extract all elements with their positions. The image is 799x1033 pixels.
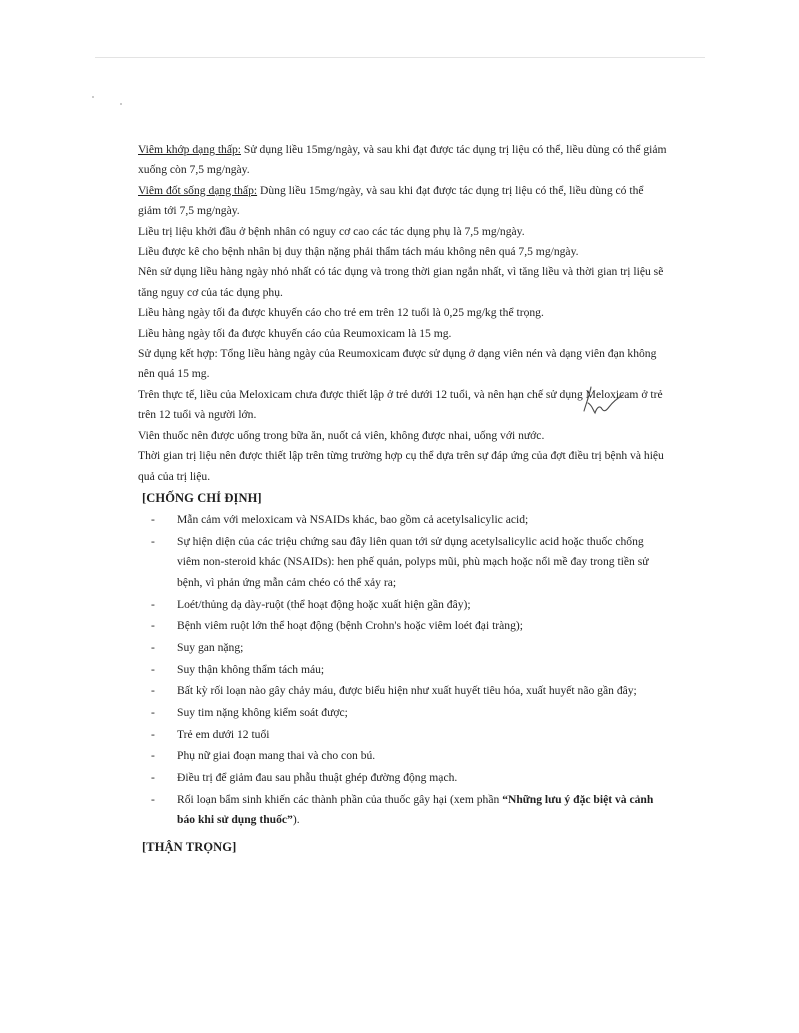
list-item [138, 681, 668, 701]
list-item-text: Bệnh viêm ruột lớn thể hoạt động (bệnh Crohn's hoặc viêm loét đại tràng); [177, 619, 523, 633]
dosage-paragraph: Liều được kê cho bệnh nhân bị duy thận nặng phải thẩm tách máu không nên quá 7,5 mg/ngày. [138, 245, 579, 259]
dosage-paragraph: Liều hàng ngày tối đa được khuyến cáo cho trẻ em trên 12 tuổi là 0,25 mg/kg thể trọng. [138, 306, 544, 320]
list-item-text: Suy tim nặng không kiểm soát được; [177, 706, 348, 720]
contraindications-list [138, 510, 668, 830]
list-item-text: Bất kỳ rối loạn nào gây chảy máu, được biểu hiện như xuất huyết tiêu hóa, xuất huyết não gần đây; [177, 684, 637, 698]
dash-bullet: - [151, 662, 155, 676]
document-body [138, 140, 668, 859]
dash-bullet: - [151, 684, 155, 698]
section-heading: [THẬN TRỌNG] [142, 839, 237, 854]
list-item [138, 725, 668, 745]
dosage-paragraph: Sử dụng kết hợp: Tổng liều hàng ngày của Reumoxicam được sử dụng ở dạng viên nén và dạng viên đạn không nên quá 15 mg. [138, 347, 657, 381]
precautions-section [138, 837, 668, 857]
dosage-paragraph: Liều hàng ngày tối đa được khuyến cáo của Reumoxicam là 15 mg. [138, 326, 452, 340]
list-item [138, 595, 668, 615]
dash-bullet: - [151, 640, 155, 654]
dosage-paragraph: Viên thuốc nên được uống trong bữa ăn, nuốt cả viên, không được nhai, uống với nước. [138, 428, 545, 442]
list-item [138, 703, 668, 723]
list-item [138, 790, 668, 831]
dash-bullet: - [151, 727, 155, 741]
contraindications-section [138, 488, 668, 831]
dosage-paragraph: Nên sử dụng liều hàng ngày nhỏ nhất có tác dụng và trong thời gian ngắn nhất, vì tăng liều và thời gian trị liệu sẽ tăng nguy cơ của tác dụng phụ. [138, 265, 664, 299]
dash-bullet: - [151, 619, 155, 633]
list-item [138, 510, 668, 530]
dosage-paragraph [138, 140, 668, 181]
list-item [138, 660, 668, 680]
paragraph-lead: Viêm khớp dạng thấp: [138, 143, 241, 156]
dash-bullet: - [151, 749, 155, 763]
list-item-text: Suy thận không thẩm tách máu; [177, 662, 325, 676]
dash-bullet: - [151, 771, 155, 785]
list-item [138, 768, 668, 788]
list-item-text: Trẻ em dưới 12 tuổi [177, 727, 270, 741]
dash-bullet: - [151, 706, 155, 720]
dash-bullet: - [151, 792, 155, 806]
signature-mark [578, 383, 628, 417]
dosage-paragraph: Thời gian trị liệu nên được thiết lập trên từng trường hợp cụ thể dựa trên sự đáp ứng của đợt điều trị bệnh và hiệu quả của trị liệu. [138, 449, 664, 483]
scan-speck [120, 103, 122, 105]
list-item [138, 616, 668, 636]
list-item-text: Điều trị để giảm đau sau phẫu thuật ghép đường động mạch. [177, 771, 458, 785]
dosage-paragraph: Trên thực tế, liều của Meloxicam chưa được thiết lập ở trẻ dưới 12 tuổi, và nên hạn chế sử dụng Meloxicam ở trẻ trên 12 tuổi và người lớn. [138, 387, 663, 422]
list-item-tail: ). [292, 813, 300, 827]
list-item-text: Suy gan nặng; [177, 640, 244, 654]
dosage-paragraph [138, 181, 668, 222]
list-item-text: Sự hiện diện của các triệu chứng sau đây liên quan tới sử dụng acetylsalicylic acid hoặc thuốc chống viêm non-steroid khác (NSAIDs): hen phế quản, polyps mũi, phù mạch hoặc nổi mề đay trong tiền sử bệnh, vì phản ứng mẫn cảm chéo có thể xảy ra; [177, 535, 649, 589]
paragraph-lead: Viêm đốt sống dạng thấp: [138, 183, 258, 197]
list-item [138, 746, 668, 766]
page-top-edge [95, 57, 705, 58]
cross-reference: “Những lưu ý đặc biệt và cảnh báo khi sử dụng thuốc” [177, 792, 654, 827]
list-item-text: Loét/thủng dạ dày-ruột (thể hoạt động hoặc xuất hiện gần đây); [177, 597, 471, 611]
paragraph-text: Sử dụng liều 15mg/ngày, và sau khi đạt được tác dụng trị liệu có thể, liều dùng có thể giảm xuống còn 7,5 mg/ngày. [138, 143, 667, 177]
dosage-paragraph: Liều trị liệu khởi đầu ở bệnh nhân có nguy cơ cao các tác dụng phụ là 7,5 mg/ngày. [138, 224, 525, 238]
dash-bullet: - [151, 597, 155, 611]
scan-speck [92, 96, 94, 98]
list-item-text: Rối loạn bẩm sinh khiến các thành phần của thuốc gây hại (xem phần [177, 792, 503, 806]
paragraph-text: Dùng liều 15mg/ngày, và sau khi đạt được tác dụng trị liệu có thể, liều dùng có thể giảm tới 7,5 mg/ngày. [138, 183, 644, 218]
dash-bullet: - [151, 535, 155, 549]
list-item-text: Mẫn cảm với meloxicam và NSAIDs khác, bao gồm cả acetylsalicylic acid; [177, 513, 529, 527]
list-item [138, 638, 668, 658]
dash-bullet: - [151, 513, 155, 527]
list-item-text: Phụ nữ giai đoạn mang thai và cho con bú. [177, 749, 376, 763]
section-heading: [CHỐNG CHỈ ĐỊNH] [142, 490, 262, 505]
list-item [138, 532, 668, 593]
dosage-section [138, 140, 668, 487]
